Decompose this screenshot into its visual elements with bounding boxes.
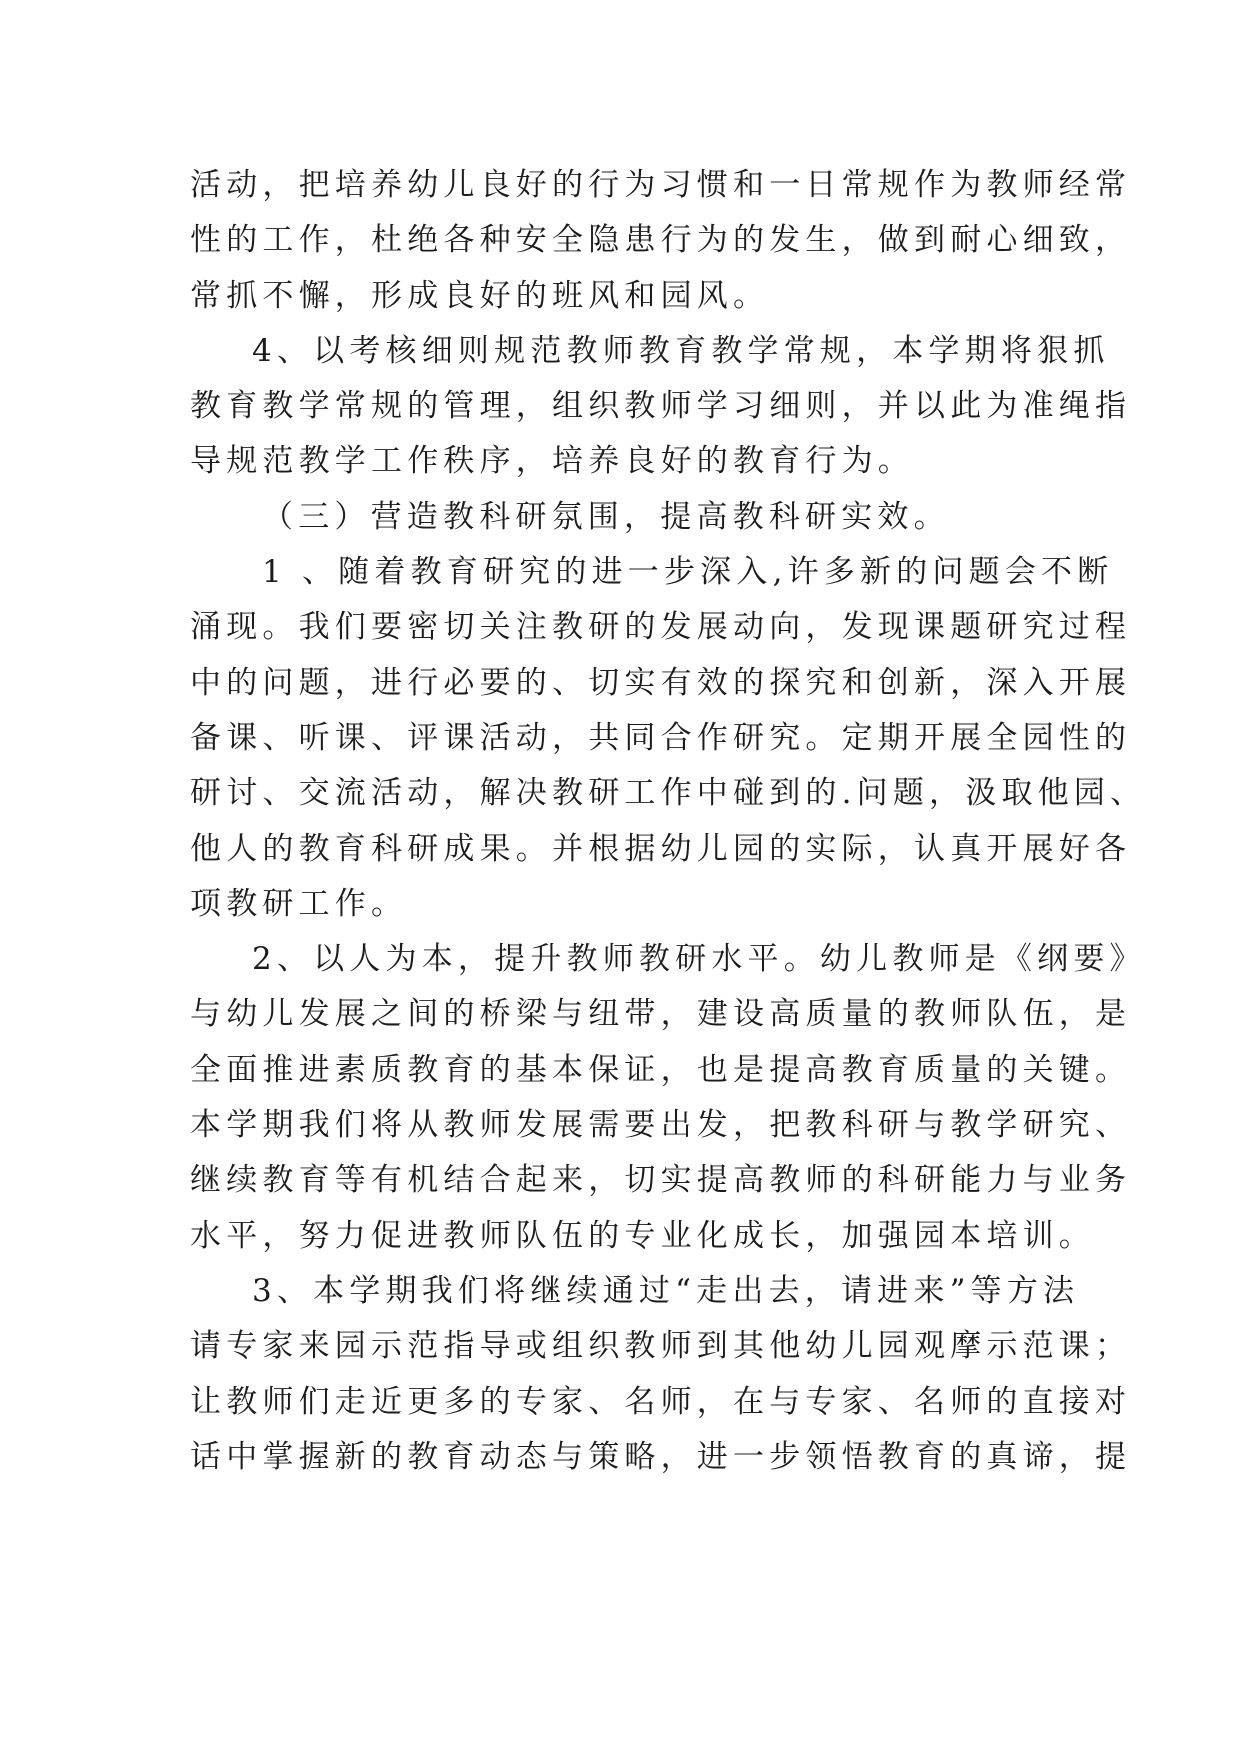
paragraph-2-start: 2、以人为本，提升教师教研水平。幼儿教师是《纲要》 — [252, 941, 1146, 978]
text-line: 继续教育等有机结合起来，切实提高教师的科研能力与业务 — [190, 1162, 1132, 1199]
paragraph-3-start: 3、本学期我们将继续通过“走出去，请进来”等方法 — [252, 1272, 1080, 1309]
text-line: 项教研工作。 — [190, 885, 408, 922]
text-line: 性的工作，杜绝各种安全隐患行为的发生，做到耐心细致， — [190, 222, 1132, 259]
text-line: 与幼儿发展之间的桥梁与纽带，建设高质量的教师队伍，是 — [190, 996, 1132, 1033]
text-line: 中的问题，进行必要的、切实有效的探究和创新，深入开展 — [190, 664, 1132, 701]
document-body — [190, 158, 1147, 1485]
text-line: 常抓不懈，形成良好的班风和园风。 — [190, 277, 770, 314]
paragraph-1-start: 1 、随着教育研究的进一步深入,许多新的问题会不断 — [262, 554, 1114, 591]
paragraph-4-start: 4、以考核细则规范教师教育教学常规，本学期将狠抓 — [252, 332, 1110, 369]
text-line: 本学期我们将从教师发展需要出发，把教科研与教学研究、 — [190, 1107, 1132, 1144]
text-line: 话中掌握新的教育动态与策略，进一步领悟教育的真谛，提 — [190, 1438, 1132, 1475]
text-line: 让教师们走近更多的专家、名师，在与专家、名师的直接对 — [190, 1383, 1132, 1420]
text-line: 导规范教学工作秩序，培养良好的教育行为。 — [190, 443, 914, 480]
text-line: 备课、听课、评课活动，共同合作研究。定期开展全园性的 — [190, 719, 1132, 756]
section-heading: （三）营造教科研氛围，提高教科研实效。 — [262, 498, 950, 535]
text-line: 研讨、交流活动，解决教研工作中碰到的.问题，汲取他园、 — [190, 775, 1147, 812]
text-line: 请专家来园示范指导或组织教师到其他幼儿园观摩示范课； — [190, 1328, 1132, 1365]
text-line: 他人的教育科研成果。并根据幼儿园的实际，认真开展好各 — [190, 830, 1132, 867]
text-line: 全面推进素质教育的基本保证，也是提高教育质量的关键。 — [190, 1051, 1132, 1088]
text-line: 活动，把培养幼儿良好的行为习惯和一日常规作为教师经常 — [190, 167, 1132, 203]
text-line: 涌现。我们要密切关注教研的发展动向，发现课题研究过程 — [190, 609, 1132, 646]
text-line: 水平，努力促进教师队伍的专业化成长，加强园本培训。 — [190, 1217, 1095, 1254]
text-line: 教育教学常规的管理，组织教师学习细则，并以此为准绳指 — [190, 388, 1132, 425]
